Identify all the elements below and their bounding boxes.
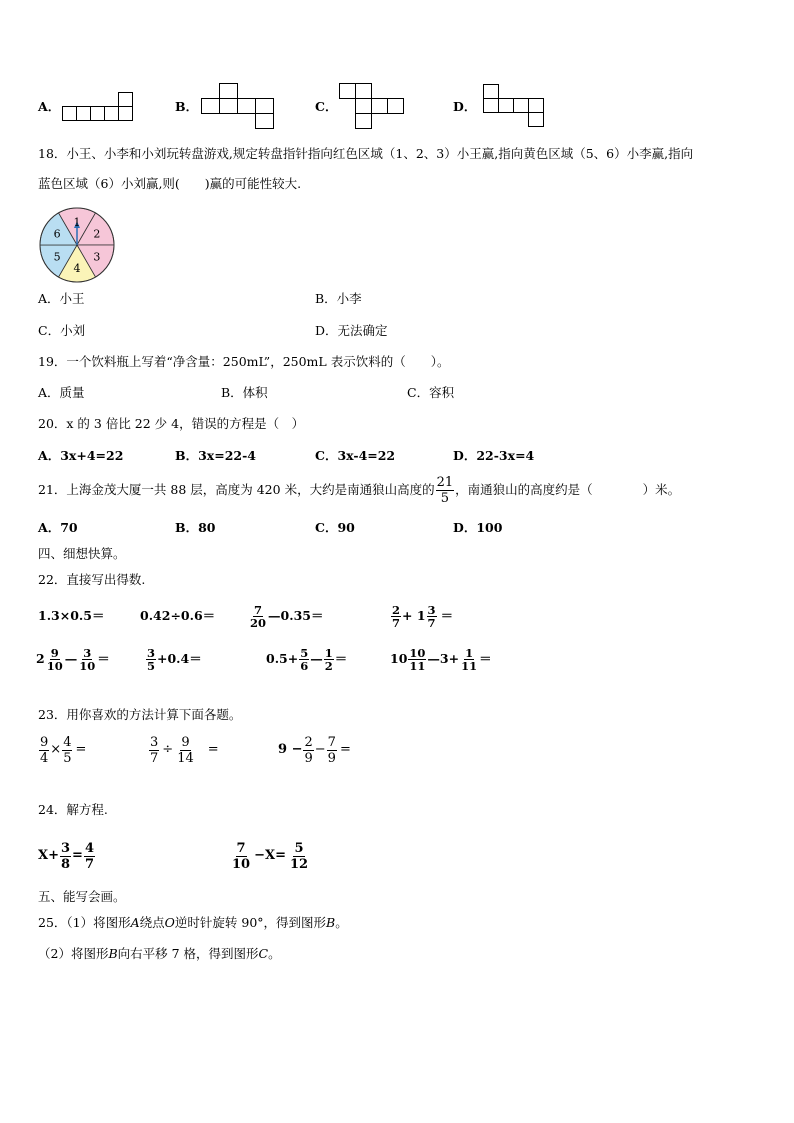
q20-option-c[interactable]: C．3x-4=22 <box>315 448 396 463</box>
q24-equation-1: X+ $\frac{3}{8}$ = $\frac{4}{7}$ <box>38 840 94 872</box>
spinner-label-5: 5 <box>53 250 61 264</box>
q17-net-c <box>339 82 405 130</box>
q18-option-b[interactable]: B．小李 <box>315 291 362 306</box>
q24-equation-2: $\frac{7}{10}$ −X= $\frac{5}{12}$ <box>232 840 309 872</box>
q21-option-c[interactable]: C．90 <box>315 520 355 535</box>
q18-option-a[interactable]: A．小王 <box>38 291 85 306</box>
q19-option-a[interactable]: A．质量 <box>38 385 85 400</box>
q18-question-line1: 18．小王、小李和小刘玩转盘游戏,规定转盘指针指向红色区域（1、2、3）小王赢,指向黄色区域（5、6）小李赢,指向 <box>38 146 694 161</box>
q22-expr-1: 1.3×0.5＝ <box>38 608 105 623</box>
q22-expr-6: $\frac{3}{5}$ +0.4＝ <box>147 645 202 673</box>
q25-part-1: 25．（1）将图形A绕点O逆时针旋转 90°，得到图形B。 <box>38 915 348 930</box>
q18-question-line2: 蓝色区域（6）小刘赢,则( )赢的可能性较大. <box>38 176 302 191</box>
q21-question <box>38 473 680 507</box>
q22-title: 22．直接写出得数. <box>38 572 146 587</box>
q17-option-c-label[interactable]: C． <box>315 99 338 114</box>
spinner-label-4: 4 <box>73 262 81 275</box>
q23-expr-3: 9 − $\frac{2}{9}$ − $\frac{7}{9}$ = <box>278 734 351 766</box>
q18-option-c[interactable]: C．小刘 <box>38 323 86 338</box>
section-5-heading: 五、能写会画。 <box>38 889 126 904</box>
q17-option-d-label[interactable]: D． <box>453 99 477 114</box>
spinner-label-6: 6 <box>53 227 61 241</box>
q21-text-after: ，南通狼山的高度约是（ ）米。 <box>455 482 681 497</box>
q21-option-b[interactable]: B．80 <box>175 520 216 535</box>
q21-fraction: $\frac{21}{5}$ <box>436 474 454 506</box>
q22-expr-3: $\frac{7}{20}$ —0.35＝ <box>250 602 324 630</box>
q23-title: 23．用你喜欢的方法计算下面各题。 <box>38 707 242 722</box>
q19-option-c[interactable]: C．容积 <box>407 385 455 400</box>
q20-option-a[interactable]: A．3x+4=22 <box>38 448 124 463</box>
section-4-heading: 四、细想快算。 <box>38 546 126 561</box>
spinner-label-3: 3 <box>93 250 101 264</box>
q22-expr-2: 0.42÷0.6＝ <box>140 608 216 623</box>
q20-option-d[interactable]: D．22-3x=4 <box>453 448 535 463</box>
q17-net-b <box>201 82 277 130</box>
q22-expr-8: 10 $\frac{10}{11}$ —3+ $\frac{1}{11}$ ＝ <box>390 645 492 673</box>
q24-title: 24．解方程. <box>38 802 108 817</box>
q22-expr-7: 0.5+ $\frac{5}{6}$ — $\frac{1}{2}$ ＝ <box>266 645 348 673</box>
q21-text-before: 21．上海金茂大厦一共 88 层，高度为 420 米，大约是南通狼山高度的 <box>38 482 435 497</box>
q23-expr-1: $\frac{9}{4}$ × $\frac{4}{5}$ = <box>40 734 87 766</box>
q17-option-b-label[interactable]: B． <box>175 99 199 114</box>
q17-option-a-label[interactable]: A． <box>38 99 61 114</box>
q20-option-b[interactable]: B．3x=22-4 <box>175 448 256 463</box>
q22-expr-5: 2 $\frac{9}{10}$ — $\frac{3}{10}$ ＝ <box>36 645 110 673</box>
q22-expr-4: $\frac{2}{7}$ + 1 $\frac{3}{7}$ ＝ <box>392 602 454 630</box>
q21-option-d[interactable]: D．100 <box>453 520 503 535</box>
q18-spinner <box>37 205 117 285</box>
q17-net-a <box>62 92 136 122</box>
q19-question: 19．一个饮料瓶上写着“净含量：250mL”，250mL 表示饮料的（ ）。 <box>38 354 450 369</box>
q20-question: 20．x 的 3 倍比 22 少 4，错误的方程是（ ） <box>38 416 305 431</box>
q18-option-d[interactable]: D．无法确定 <box>315 323 388 338</box>
q23-expr-2: $\frac{3}{7}$ ÷ $\frac{9}{14}$ = <box>150 734 219 766</box>
q21-option-a[interactable]: A．70 <box>38 520 78 535</box>
spinner-label-2: 2 <box>93 227 101 241</box>
q19-option-b[interactable]: B．体积 <box>221 385 268 400</box>
q17-net-d <box>483 84 545 130</box>
spinner-label-1: 1 <box>73 216 81 229</box>
q25-part-2: （2）将图形B向右平移 7 格，得到图形C。 <box>38 946 281 961</box>
